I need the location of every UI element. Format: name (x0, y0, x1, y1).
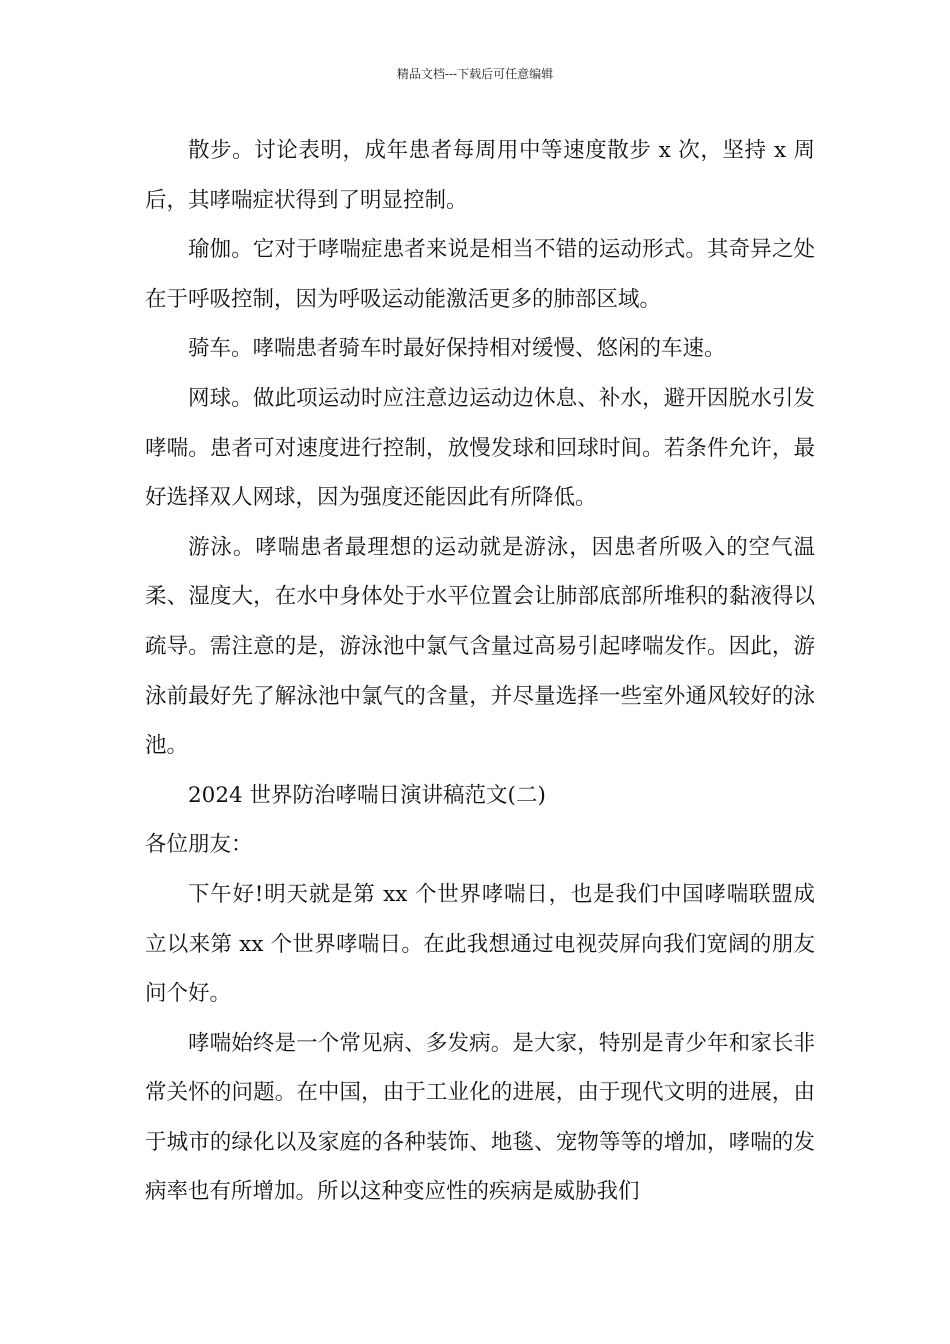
paragraph-asthma-overview: 哮喘始终是一个常见病、多发病。是大家，特别是青少年和家长非常关怀的问题。在中国，由于工业化的进展，由于现代文明的进展，由于城市的绿化以及家庭的各种装饰、地毯、宠物等等的增加，哮喘的发病率也有所增加。所以这种变应性的疾病是威胁我们 (145, 1030, 815, 1205)
paragraph-tennis: 网球。做此项运动时应注意边运动边休息、补水，避开因脱水引发哮喘。患者可对速度进行控制，放慢发球和回球时间。若条件允许，最好选择双人网球，因为强度还能因此有所降低。 (145, 385, 815, 511)
paragraph-swimming: 游泳。哮喘患者最理想的运动就是游泳，因患者所吸入的空气温柔、湿度大，在水中身体处于水平位置会让肺部底部所堆积的黏液得以疏导。需注意的是，游泳池中氯气含量过高易引起哮喘发作。因此，游泳前最好先了解泳池中氯气的含量，并尽量选择一些室外通风较好的泳池。 (145, 534, 815, 759)
paragraph-yoga: 瑜伽。它对于哮喘症患者来说是相当不错的运动形式。其奇异之处在于呼吸控制，因为呼吸运动能激活更多的肺部区域。 (145, 237, 815, 312)
paragraph-walking: 散步。讨论表明，成年患者每周用中等速度散步 x 次，坚持 x 周后，其哮喘症状得到了明显控制。 (145, 138, 815, 213)
paragraph-cycling: 骑车。哮喘患者骑车时最好保持相对缓慢、悠闲的车速。 (188, 336, 726, 362)
section-title: 2024 世界防治哮喘日演讲稿范文(二) (188, 782, 546, 808)
salutation: 各位朋友： (145, 832, 253, 858)
page-header: 精品文档---下载后可任意编辑 (396, 67, 554, 81)
document-body (145, 126, 815, 1217)
paragraph-greeting: 下午好!明天就是第 xx 个世界哮喘日，也是我们中国哮喘联盟成立以来第 xx 个世界哮喘日。在此我想通过电视荧屏向我们宽阔的朋友问个好。 (145, 881, 815, 1007)
